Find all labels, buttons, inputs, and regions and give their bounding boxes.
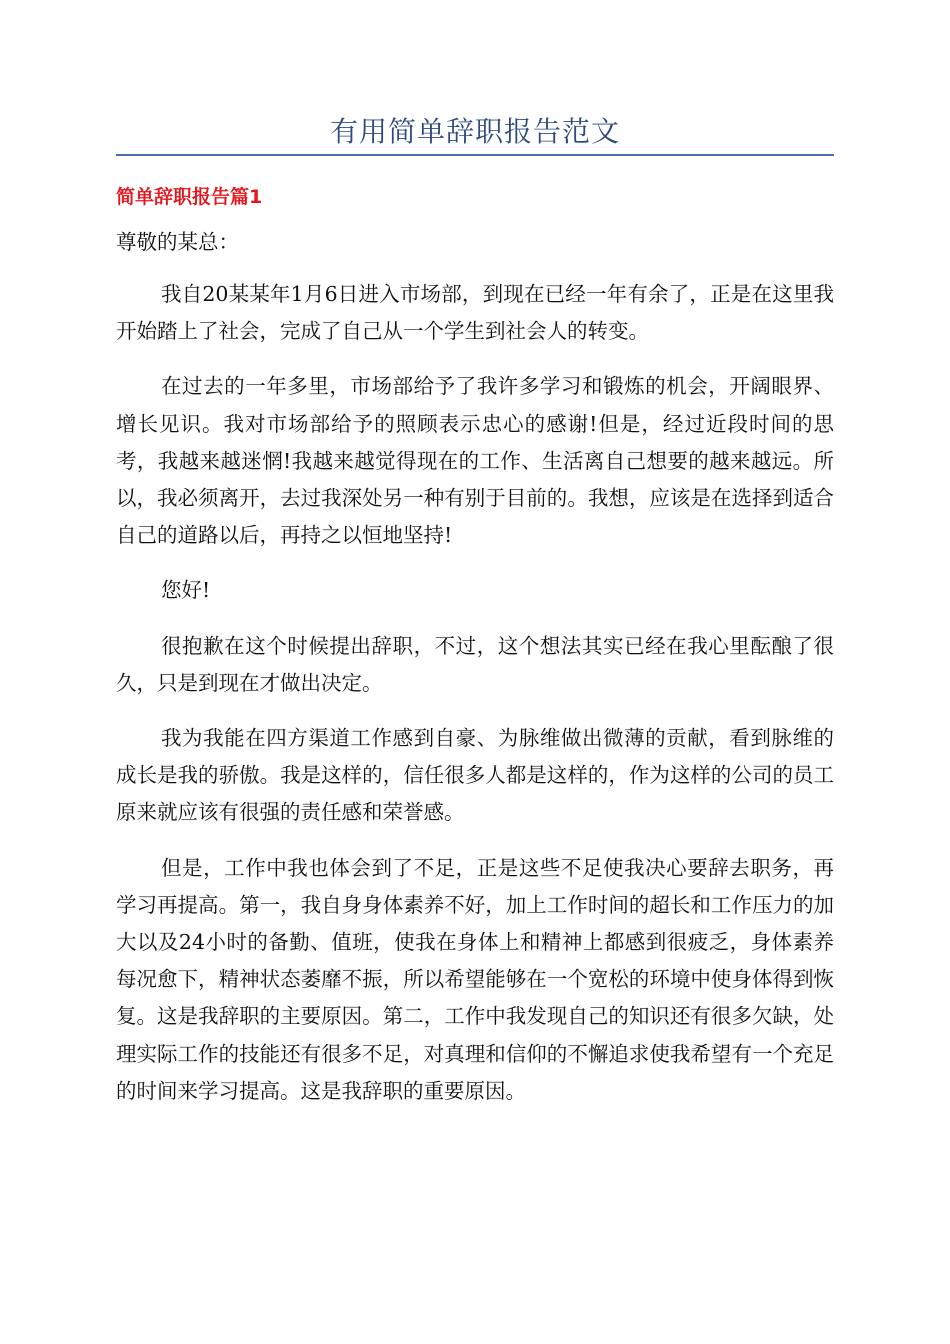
paragraph-5: 我为我能在四方渠道工作感到自豪、为脉维做出微薄的贡献，看到脉维的成长是我的骄傲。我是这样的，信任很多人都是这样的，作为这样的公司的员工原来就应该有很强的责任感和荣誉感。	[116, 726, 834, 825]
salutation: 尊敬的某总：	[116, 230, 239, 254]
paragraph-3: 您好!	[161, 578, 211, 603]
paragraph-1: 我自20某某年1月6日进入市场部，到现在已经一年有余了，正是在这里我开始踏上了社会，完成了自己从一个学生到社会人的转变。	[116, 282, 834, 344]
document-title: 有用简单辞职报告范文	[329, 115, 620, 148]
section-heading: 简单辞职报告篇1	[116, 186, 263, 208]
paragraph-4: 很抱歉在这个时候提出辞职，不过，这个想法其实已经在我心里酝酿了很久，只是到现在才做出决定。	[116, 633, 834, 695]
paragraph-6: 但是，工作中我也体会到了不足，正是这些不足使我决心要辞去职务，再学习再提高。第一，我自身身体素养不好，加上工作时间的超长和工作压力的加大以及24小时的备勤、值班，使我在身体上和精神上都感到很疲乏，身体素养每况愈下，精神状态萎靡不振，所以希望能够在一个宽松的环境中使身体得到恢复。这是我辞职的主要原因。第二，工作中我发现自己的知识还有很多欠缺，处理实际工作的技能还有很多不足，对真理和信仰的不懈追求使我希望有一个充足的时间来学习提高。这是我辞职的重要原因。	[116, 855, 834, 1103]
paragraph-2: 在过去的一年多里，市场部给予了我许多学习和锻炼的机会，开阔眼界、增长见识。我对市场部给予的照顾表示忠心的感谢!但是，经过近段时间的思考，我越来越迷惘!我越来越觉得现在的工作、生活离自己想要的越来越远。所以，我必须离开，去过我深处另一种有别于目前的。我想，应该是在选择到适合自己的道路以后，再持之以恒地坚持!	[116, 374, 834, 548]
title-underline	[116, 154, 834, 156]
letter-body	[116, 276, 834, 1128]
